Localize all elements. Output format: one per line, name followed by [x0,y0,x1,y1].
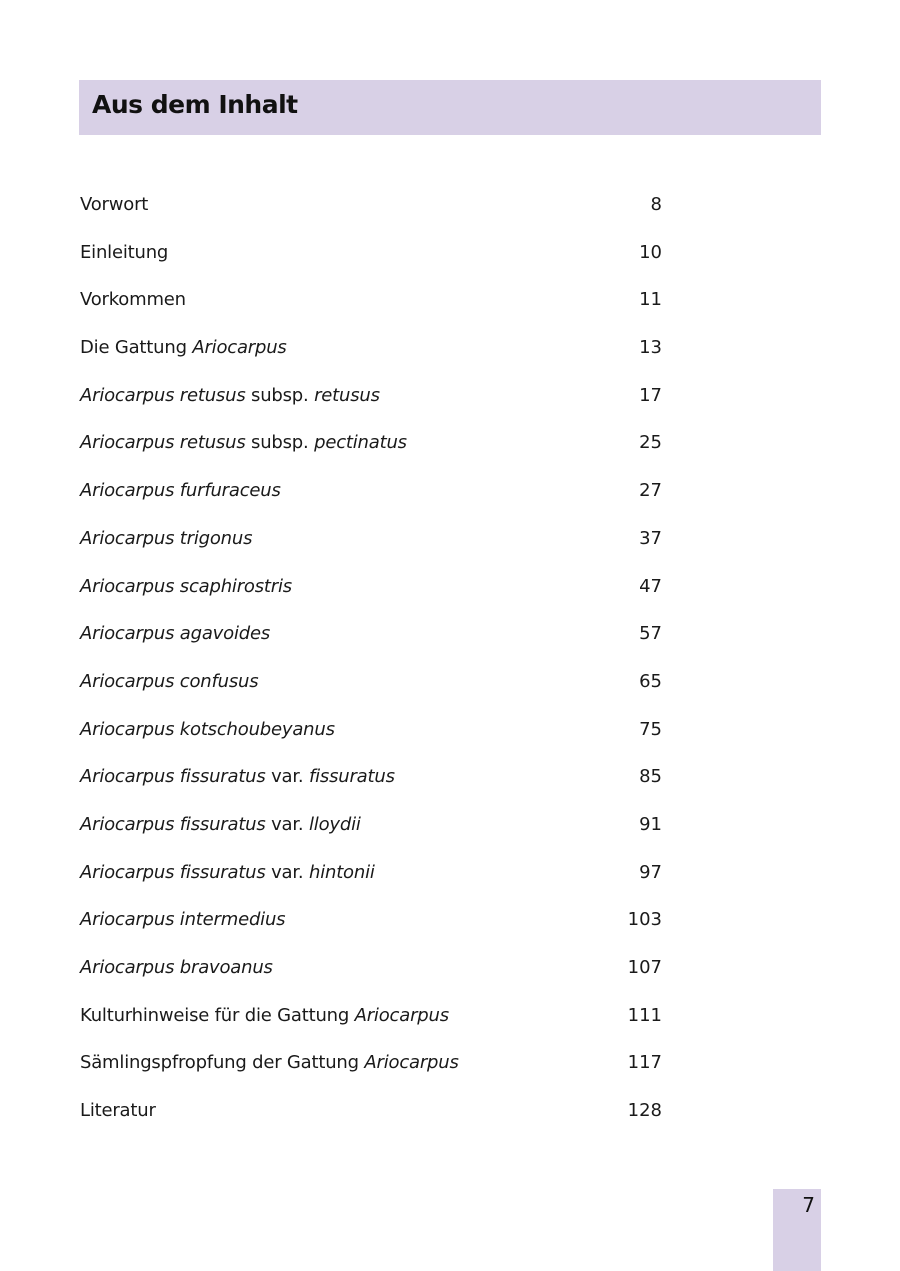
toc-entry-title [80,476,281,506]
toc-entry-page: 57 [639,623,662,645]
toc-entry [80,715,662,763]
toc-title-segment: Die Gattung [80,337,193,359]
toc-title-segment: Sämlingspfropfung der Gattung [80,1052,365,1074]
toc-title-segment: var. [265,766,309,788]
toc-entry-page: 128 [627,1100,662,1122]
toc-entry-page: 65 [639,670,662,692]
toc-entry-page: 97 [639,861,662,883]
toc-entry [80,1048,662,1096]
toc-title-italic-segment: Ariocarpus scaphirostris [80,575,292,597]
toc-entry [80,524,662,572]
toc-entry [80,190,662,238]
toc-entry-page: 17 [639,384,662,406]
toc-title-italic-segment: Ariocarpus furfuraceus [80,480,281,502]
toc-title-italic-segment: Ariocarpus retusus [80,432,246,454]
toc-entry-title [80,810,361,840]
toc-entry-title [80,1001,449,1031]
toc-title-italic-segment: Ariocarpus confusus [80,670,259,692]
toc-title-segment: Einleitung [80,241,169,263]
toc-entry-title [80,858,375,888]
toc-entry [80,476,662,524]
toc-entry-title [80,190,148,220]
toc-title-italic-segment: Ariocarpus trigonus [80,527,253,549]
toc-title-italic-segment: Ariocarpus bravoanus [80,957,273,978]
toc-title-italic-segment: Ariocarpus fissuratus [80,766,266,788]
toc-entry-title [80,905,285,935]
toc-entry [80,762,662,810]
toc-entry-title [80,238,168,268]
toc-entry-page: 91 [639,813,662,835]
toc-entry-page: 37 [639,527,662,549]
toc-title-segment: var. [265,861,309,883]
toc-entry-page: 107 [627,957,662,978]
toc-title-italic-segment: Ariocarpus intermedius [80,909,286,931]
toc-title-italic-segment: Ariocarpus kotschoubeyanus [80,718,335,740]
toc-entry [80,953,662,1001]
toc-entry [80,428,662,476]
toc-entry [80,1001,662,1049]
toc-title-italic-segment: Ariocarpus fissuratus [80,861,266,883]
toc-entry-title [80,619,270,649]
table-of-contents [80,190,662,1144]
toc-entry-title [80,524,252,554]
toc-entry-title [80,285,186,315]
toc-title-segment: var. [265,813,309,835]
toc-entry-title [80,333,287,363]
toc-entry-page: 103 [627,909,662,931]
toc-entry-title [80,572,292,602]
toc-entry-page: 85 [639,766,662,788]
toc-title-italic-segment: pectinatus [314,432,407,454]
toc-title-italic-segment: Ariocarpus [364,1052,459,1074]
toc-entry-title [80,762,395,792]
toc-title-italic-segment: Ariocarpus [354,1004,449,1026]
toc-title-italic-segment: Ariocarpus [192,337,287,359]
toc-title-italic-segment: retusus [314,384,380,406]
toc-title-segment: Literatur [80,1100,156,1122]
toc-title-italic-segment: lloydii [308,813,361,835]
toc-title-italic-segment: Ariocarpus agavoides [80,623,271,645]
toc-entry-title [80,715,335,745]
toc-title-segment: subsp. [245,384,315,406]
toc-title-italic-segment: hintonii [308,861,375,883]
toc-title-italic-segment: Ariocarpus retusus [80,384,246,406]
toc-entry-title [80,1096,156,1126]
toc-entry-title [80,1048,459,1078]
toc-entry-page: 11 [639,289,662,311]
toc-entry-page: 117 [627,1052,662,1074]
toc-entry-page: 75 [639,718,662,740]
toc-entry [80,858,662,906]
toc-entry [80,333,662,381]
toc-entry [80,1096,662,1144]
toc-entry [80,667,662,715]
toc-title-segment: subsp. [245,432,315,454]
section-header-band [79,80,821,135]
toc-title-italic-segment: Ariocarpus fissuratus [80,813,266,835]
toc-entry [80,238,662,286]
toc-entry-page: 8 [650,194,662,215]
toc-entry-page: 111 [627,1004,662,1026]
toc-title-segment: Kulturhinweise für die Gattung [80,1004,355,1026]
toc-title-segment: Vorkommen [80,289,186,311]
toc-entry-page: 47 [639,575,662,597]
page-number: 7 [802,1193,815,1217]
toc-entry [80,285,662,333]
toc-entry-title [80,953,273,983]
toc-entry [80,619,662,667]
toc-title-segment: Vorwort [80,194,149,215]
toc-title-italic-segment: fissuratus [308,766,395,788]
toc-entry-page: 27 [639,480,662,502]
toc-entry-title [80,381,380,411]
toc-entry [80,810,662,858]
toc-entry [80,905,662,953]
toc-entry-page: 10 [639,241,662,263]
toc-entry [80,381,662,429]
toc-entry-page: 13 [639,337,662,359]
toc-entry-title [80,667,258,697]
toc-entry-title [80,428,407,458]
toc-entry [80,572,662,620]
toc-entry-page: 25 [639,432,662,454]
page-title: Aus dem Inhalt [92,90,298,119]
page-number-tab [773,1189,821,1271]
